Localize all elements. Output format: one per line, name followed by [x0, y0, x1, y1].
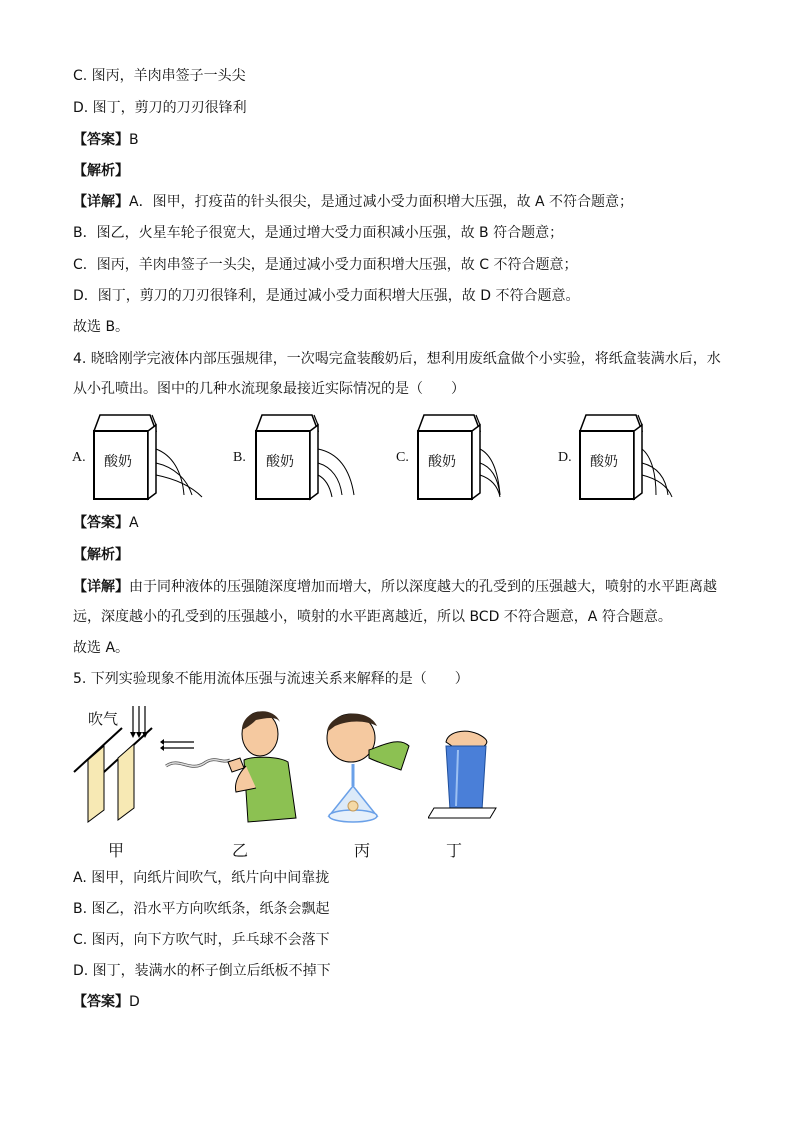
- q3-answer: [73, 130, 139, 150]
- inverted-cup-illustration: [428, 728, 508, 828]
- answer-tag: 【答案】: [73, 132, 129, 148]
- answer-tag: 【答案】: [73, 994, 129, 1010]
- q3-detail-d: D．图丁，剪刀的刀刃很锋利，是通过减小受力面积增大压强，故 D 不符合题意。: [73, 288, 580, 304]
- q5-figure: [70, 698, 510, 863]
- q4-option-a-letter: A.: [72, 450, 86, 465]
- caption-jia: 甲: [108, 841, 125, 860]
- q4-analysis-tag: 【解析】: [73, 547, 129, 563]
- q3-option-d: D. 图丁，剪刀的刀刃很锋利: [73, 100, 247, 116]
- q4-option-d-letter: D.: [558, 450, 572, 465]
- q3-detail-a: [73, 192, 633, 212]
- detail-tag: 【详解】: [73, 194, 129, 210]
- boy-blowing-strip-illustration: [160, 700, 305, 830]
- q4-figure: [70, 405, 690, 505]
- paper-sheets-illustration: [70, 698, 165, 828]
- q4-stem-line2: 从小孔喷出。图中的几种水流现象最接近实际情况的是（ ）: [73, 381, 465, 397]
- q5-stem: 5. 下列实验现象不能用流体压强与流速关系来解释的是（ ）: [73, 671, 469, 687]
- q5-option-c: C. 图丙，向下方吹气时，乒乓球不会落下: [73, 932, 330, 948]
- answer-tag: 【答案】: [73, 515, 129, 531]
- box-b-label: 酸奶: [266, 454, 294, 470]
- q4-stem-line1: 4. 晓晗刚学完液体内部压强规律，一次喝完盒装酸奶后，想利用废纸盒做个小实验，将纸盒装满水后，水: [73, 351, 721, 367]
- q4-conclusion: 故选 A。: [73, 640, 130, 656]
- detail-text-1: 由于同种液体的压强随深度增加而增大，所以深度越大的孔受到的压强越大，喷射的水平距离越: [129, 579, 717, 595]
- box-d-label: 酸奶: [590, 454, 618, 470]
- answer-value: A: [129, 515, 139, 531]
- box-a-label: 酸奶: [104, 454, 132, 470]
- q5-option-d: D. 图丁，装满水的杯子倒立后纸板不掉下: [73, 963, 331, 979]
- q3-detail-b: B．图乙，火星车轮子很宽大，是通过增大受力面积减小压强，故 B 符合题意；: [73, 225, 564, 241]
- caption-ding: 丁: [446, 841, 463, 860]
- answer-value: D: [129, 994, 140, 1010]
- q4-detail-line2: 远，深度越小的孔受到的压强越小，喷射的水平距离越近，所以 BCD 不符合题意，A 符合题意。: [73, 609, 672, 625]
- detail-a-text: A．图甲，打疫苗的针头很尖，是通过减小受力面积增大压强，故 A 不符合题意；: [129, 194, 634, 210]
- answer-value: B: [129, 132, 139, 148]
- caption-bing: 丙: [354, 841, 371, 860]
- q4-answer: [73, 513, 139, 533]
- q3-conclusion: 故选 B。: [73, 319, 130, 335]
- caption-yi: 乙: [232, 841, 249, 860]
- blow-label: 吹气: [88, 710, 119, 728]
- boy-funnel-illustration: [315, 706, 425, 831]
- q5-answer: [73, 992, 140, 1012]
- q4-option-c-letter: C.: [396, 450, 409, 465]
- q4-option-b-letter: B.: [233, 450, 246, 465]
- q4-detail-line1: [73, 577, 717, 597]
- q5-option-a: A. 图甲，向纸片间吹气，纸片向中间靠拢: [73, 870, 330, 886]
- q3-analysis-tag: 【解析】: [73, 163, 129, 179]
- q3-option-c: C. 图丙，羊肉串签子一头尖: [73, 68, 246, 84]
- q3-detail-c: C．图丙，羊肉串签子一头尖，是通过减小受力面积增大压强，故 C 不符合题意；: [73, 257, 578, 273]
- q5-option-b: B. 图乙，沿水平方向吹纸条，纸条会飘起: [73, 901, 330, 917]
- box-c-label: 酸奶: [428, 454, 456, 470]
- detail-tag: 【详解】: [73, 579, 129, 595]
